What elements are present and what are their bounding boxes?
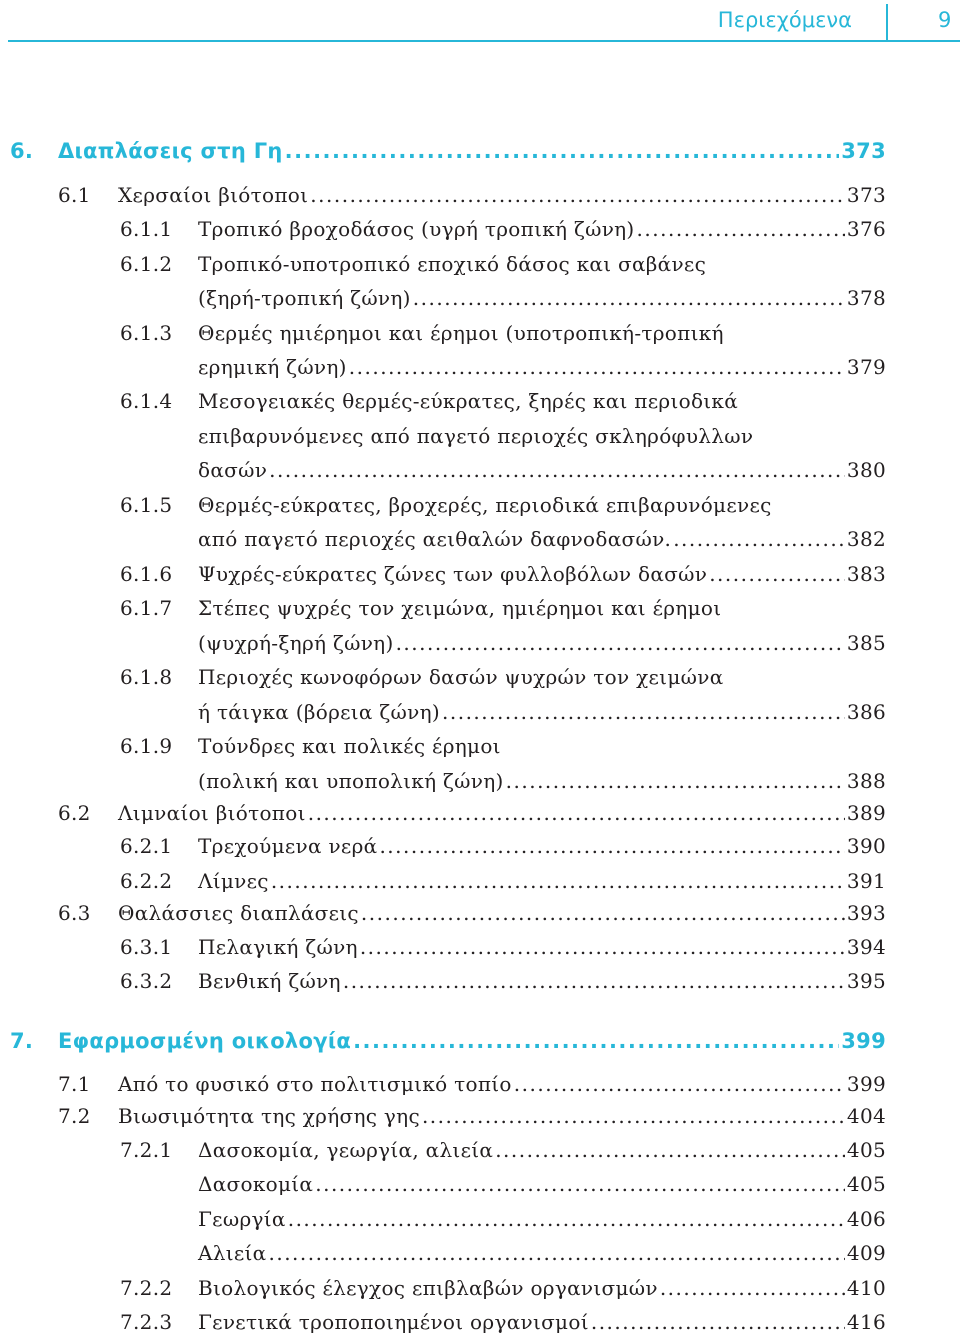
toc-entry-page: 405 <box>846 1172 886 1196</box>
toc-entry-number: 6.3.1 <box>120 935 173 959</box>
toc-entry-page: 378 <box>846 286 886 310</box>
toc-entry[interactable] <box>0 214 960 244</box>
toc-entry-number: 6.1.5 <box>120 493 173 517</box>
toc-entry-page: 376 <box>846 217 886 241</box>
toc-entry-number: 6.1.8 <box>120 665 173 689</box>
toc-entry-number: 7.1 <box>58 1072 91 1096</box>
toc-entry-page: 393 <box>846 901 886 925</box>
toc-entry-number: 6.1.2 <box>120 252 173 276</box>
toc-entry-title: Βιωσιμότητα της χρήσης γης <box>118 1104 420 1128</box>
toc-entry[interactable] <box>0 490 960 520</box>
toc-entry-page: 383 <box>846 562 886 586</box>
toc-entry-title: Χερσαίοι βιότοποι <box>118 183 309 207</box>
toc-entry-number: 7.2.1 <box>120 1138 173 1162</box>
toc-entry[interactable] <box>0 628 960 658</box>
toc-entry[interactable] <box>0 1135 960 1165</box>
toc-entry-title: Τούνδρες και πολικές έρημοι <box>198 734 501 758</box>
toc-entry-number: 6.2.1 <box>120 834 173 858</box>
toc-entry-page: 399 <box>846 1072 886 1096</box>
toc-entry[interactable] <box>0 249 960 279</box>
toc-entry-number: 6.1.3 <box>120 321 173 345</box>
toc-entry-page: 406 <box>846 1207 886 1231</box>
toc-entry-page: 399 <box>841 1029 886 1053</box>
page-number: 9 <box>938 8 952 32</box>
dot-leader <box>396 628 845 658</box>
toc-entry-number: 7. <box>10 1029 34 1053</box>
toc-entry-title: Στέπες ψυχρές τον χειμώνα, ημιέρημοι και έρημοι <box>198 596 722 620</box>
running-title: Περιεχόμενα <box>717 8 852 32</box>
toc-entry[interactable] <box>0 593 960 623</box>
dot-leader <box>709 559 845 589</box>
toc-entry-number: 6.1.7 <box>120 596 173 620</box>
toc-chapter-entry[interactable] <box>0 1026 960 1056</box>
toc-entry-page: 373 <box>841 139 886 163</box>
toc-entry[interactable] <box>0 559 960 589</box>
toc-entry-number: 6. <box>10 139 34 163</box>
toc-entry[interactable] <box>0 1101 960 1131</box>
toc-entry[interactable] <box>0 386 960 416</box>
toc-entry[interactable] <box>0 731 960 761</box>
toc-entry-title: επιβαρυνόμενες από παγετό περιοχές σκληρόφυλλων <box>198 424 754 448</box>
toc-entry-page: 386 <box>846 700 886 724</box>
toc-entry-page: 373 <box>846 183 886 207</box>
toc-entry[interactable] <box>0 283 960 313</box>
toc-entry-number: 6.1.6 <box>120 562 173 586</box>
dot-leader <box>349 352 845 382</box>
toc-entry-title: Πελαγική ζώνη <box>198 935 358 959</box>
toc-entry-page: 390 <box>846 834 886 858</box>
toc-entry-page: 395 <box>846 969 886 993</box>
dot-leader <box>360 932 845 962</box>
toc-entry-number: 6.2.2 <box>120 869 173 893</box>
toc-entry-page: 410 <box>846 1276 886 1300</box>
toc-entry[interactable] <box>0 932 960 962</box>
toc-entry-page: 385 <box>846 631 886 655</box>
toc-entry[interactable] <box>0 898 960 928</box>
toc-entry-title: (ξηρή-τροπική ζώνη) <box>198 286 411 310</box>
toc-entry[interactable] <box>0 180 960 210</box>
dot-leader <box>506 766 845 796</box>
dot-leader <box>268 1238 844 1268</box>
toc-entry-page: 389 <box>846 801 886 825</box>
dot-leader <box>660 1273 845 1303</box>
toc-entry[interactable] <box>0 966 960 996</box>
toc-entry-page: 380 <box>846 458 886 482</box>
toc-entry[interactable] <box>0 662 960 692</box>
toc-entry-title: ή τάιγκα (βόρεια ζώνη) <box>198 700 440 724</box>
toc-entry-page: 404 <box>846 1104 886 1128</box>
dot-leader <box>422 1101 845 1131</box>
toc-entry-title: Λίμνες <box>198 869 269 893</box>
toc-entry-title: Δασοκομία <box>198 1172 314 1196</box>
toc-entry[interactable] <box>0 352 960 382</box>
toc-entry-page: 405 <box>846 1138 886 1162</box>
toc-entry-title: Θερμές ημιέρημοι και έρημοι (υποτροπική-τροπική <box>198 321 724 345</box>
toc-entry-title: Ψυχρές-εύκρατες ζώνες των φυλλοβόλων δασών <box>198 562 708 586</box>
toc-entry[interactable] <box>0 766 960 796</box>
toc-entry-title: Θαλάσσιες διαπλάσεις <box>118 901 359 925</box>
toc-entry[interactable] <box>0 866 960 896</box>
toc-chapter-entry[interactable] <box>0 136 960 166</box>
toc-entry-title: Τροπικό-υποτροπικό εποχικό δάσος και σαβάνες <box>198 252 707 276</box>
toc-entry[interactable] <box>0 1069 960 1099</box>
toc-entry-page: 409 <box>846 1241 886 1265</box>
toc-entry-title: Αλιεία <box>198 1241 267 1265</box>
toc-entry-number: 6.2 <box>58 801 91 825</box>
toc-entry-title: από παγετό περιοχές αειθαλών δαφνοδασών. <box>198 527 672 551</box>
dot-leader <box>285 136 840 166</box>
toc-entry-title: (πολική και υποπολική ζώνη) <box>198 769 504 793</box>
dot-leader <box>591 1307 845 1337</box>
toc-entry-page: 379 <box>846 355 886 379</box>
toc-entry-number: 7.2 <box>58 1104 91 1128</box>
toc-entry-title: Διαπλάσεις στη Γη <box>58 139 283 163</box>
toc-entry-number: 6.3.2 <box>120 969 173 993</box>
dot-leader <box>310 180 845 210</box>
toc-entry-title: (ψυχρή-ξηρή ζώνη) <box>198 631 394 655</box>
dot-leader <box>442 697 845 727</box>
toc-entry-title: ερημική ζώνη) <box>198 355 347 379</box>
toc-entry-title: δασών <box>198 458 268 482</box>
toc-entry-page: 382 <box>846 527 886 551</box>
dot-leader <box>308 798 845 828</box>
toc-entry-title: Εφαρμοσμένη οικολογία <box>58 1029 352 1053</box>
dot-leader <box>514 1069 845 1099</box>
toc-entry-title: Περιοχές κωνοφόρων δασών ψυχρών τον χειμώνα <box>198 665 724 689</box>
toc-entry-page: 388 <box>846 769 886 793</box>
toc-entry-title: Τροπικό βροχοδάσος (υγρή τροπική ζώνη) <box>198 217 635 241</box>
toc-entry[interactable] <box>0 1169 960 1199</box>
toc-entry-title: Δασοκομία, γεωργία, αλιεία <box>198 1138 494 1162</box>
dot-leader <box>413 283 845 313</box>
dot-leader <box>269 455 845 485</box>
toc-entry-page: 416 <box>846 1310 886 1334</box>
toc-entry[interactable] <box>0 455 960 485</box>
toc-entry-title: Θερμές-εύκρατες, βροχερές, περιοδικά επιβαρυνόμενες <box>198 493 772 517</box>
dot-leader <box>673 524 845 554</box>
dot-leader <box>315 1169 845 1199</box>
toc-entry-page: 391 <box>846 869 886 893</box>
toc-entry-number: 6.1 <box>58 183 91 207</box>
toc-entry[interactable] <box>0 1238 960 1268</box>
toc-entry-title: Τρεχούμενα νερά <box>198 834 378 858</box>
toc-entry[interactable] <box>0 697 960 727</box>
dot-leader <box>495 1135 845 1165</box>
toc-entry-title: Βιολογικός έλεγχος επιβλαβών οργανισμών <box>198 1276 658 1300</box>
toc-entry[interactable] <box>0 1204 960 1234</box>
dot-leader <box>271 866 845 896</box>
dot-leader <box>353 1026 839 1056</box>
toc-entry[interactable] <box>0 318 960 348</box>
dot-leader <box>637 214 845 244</box>
toc-entry[interactable] <box>0 421 960 451</box>
toc-entry-number: 7.2.2 <box>120 1276 173 1300</box>
toc-entry[interactable] <box>0 831 960 861</box>
dot-leader <box>288 1204 845 1234</box>
toc-entry[interactable] <box>0 1273 960 1303</box>
toc-entry[interactable] <box>0 1307 960 1337</box>
toc-entry-title: Από το φυσικό στο πολιτισμικό τοπίο <box>118 1072 512 1096</box>
toc-entry-title: Μεσογειακές θερμές-εύκρατες, ξηρές και περιοδικά <box>198 389 739 413</box>
toc-entry-title: Γενετικά τροποποιημένοι οργανισμοί <box>198 1310 589 1334</box>
toc-entry-number: 6.3 <box>58 901 91 925</box>
toc-entry-title: Γεωργία <box>198 1207 286 1231</box>
toc-entry-number: 6.1.1 <box>120 217 173 241</box>
toc-entry-number: 6.1.9 <box>120 734 173 758</box>
dot-leader <box>379 831 844 861</box>
dot-leader <box>361 898 845 928</box>
toc-entry-number: 6.1.4 <box>120 389 173 413</box>
toc-entry-title: Λιμναίοι βιότοποι <box>118 801 306 825</box>
toc-entry-title: Βενθική ζώνη <box>198 969 341 993</box>
toc-entry-number: 7.2.3 <box>120 1310 173 1334</box>
toc-entry[interactable] <box>0 524 960 554</box>
dot-leader <box>343 966 845 996</box>
toc-entry-page: 394 <box>846 935 886 959</box>
toc-entry[interactable] <box>0 798 960 828</box>
